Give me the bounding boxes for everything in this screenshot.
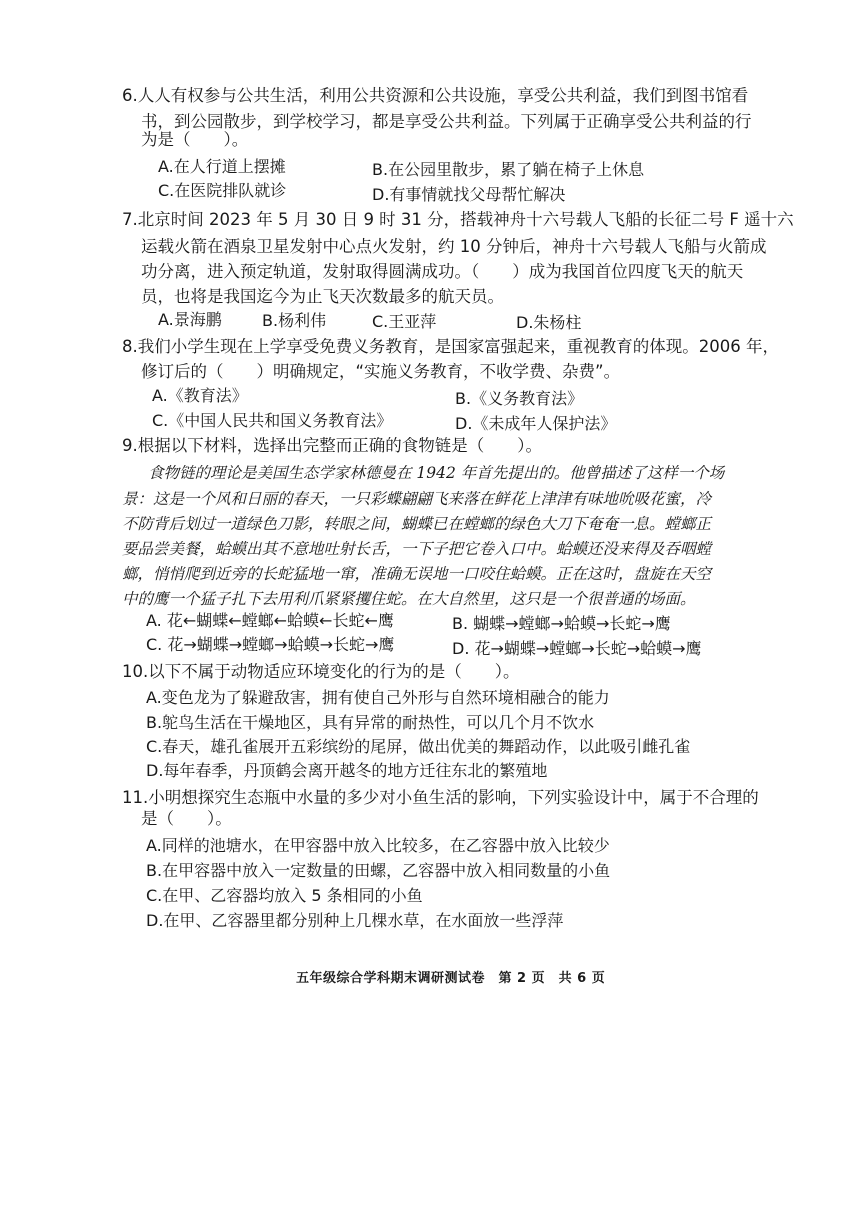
q8-line-1: 8.我们小学生现在上学享受免费义务教育，是国家富强起来，重视教育的体现。2006 年， [122, 337, 779, 356]
q7-line-1: 7.北京时间 2023 年 5 月 30 日 9 时 31 分，搭载神舟十六号载人飞船的长征二号 F 遥十六 [122, 210, 794, 229]
q7-line-2: 运载火箭在酒泉卫星发射中心点火发射，约 10 分钟后，神舟十六号载人飞船与火箭成 [141, 237, 767, 256]
q9-option-d: D. 花→蝴蝶→螳螂→长蛇→蛤蟆→鹰 [452, 639, 702, 658]
q9-story-line-2: 景：这是一个风和日丽的春天，一只彩蝶翩翩飞来落在鲜花上津津有味地吮吸花蜜，冷 [122, 490, 712, 508]
q9-story-line-3: 不防背后划过一道绿色刀影，转眼之间，蝴蝶已在螳螂的绿色大刀下奄奄一息。螳螂正 [122, 515, 712, 533]
q6-line-3: 为是（ ）。 [141, 130, 249, 149]
q7-line-4: 员，也将是我国迄今为止飞天次数最多的航天员。 [141, 287, 504, 306]
q11-option-a: A.同样的池塘水，在甲容器中放入比较多，在乙容器中放入比较少 [146, 836, 610, 855]
q9-story-line-4: 要品尝美餐，蛤蟆出其不意地吐射长舌，一下子把它卷入口中。蛤蟆还没来得及吞咽螳 [122, 540, 712, 558]
q9-story-line-6: 中的鹰一个猛子扎下去用利爪紧紧攫住蛇。在大自然里，这只是一个很普通的场面。 [122, 590, 696, 608]
page-footer: 五年级综合学科期末调研测试卷 第 2 页 共 6 页 [296, 971, 606, 986]
q8-option-a: A.《教育法》 [152, 386, 248, 405]
q7-option-b: B.杨利伟 [262, 311, 327, 330]
q8-option-b: B.《义务教育法》 [455, 389, 584, 408]
q11-line-2: 是（ ）。 [141, 809, 232, 828]
q10-option-d: D.每年春季，丹顶鹤会离开越冬的地方迁往东北的繁殖地 [146, 761, 548, 780]
q7-option-a: A.景海鹏 [158, 310, 222, 329]
q6-option-b: B.在公园里散步，累了躺在椅子上休息 [372, 160, 645, 179]
q6-line-2: 书，到公园散步，到学校学习，都是享受公共利益。下列属于正确享受公共利益的行 [141, 112, 752, 131]
q9-option-c: C. 花→蝴蝶→螳螂→蛤蟆→长蛇→鹰 [146, 635, 395, 654]
q6-option-d: D.有事情就找父母帮忙解决 [372, 185, 566, 204]
q11-option-d: D.在甲、乙容器里都分别种上几棵水草，在水面放一些浮萍 [146, 911, 564, 930]
q8-option-d: D.《未成年人保护法》 [455, 414, 617, 433]
q11-option-c: C.在甲、乙容器均放入 5 条相同的小鱼 [146, 886, 423, 905]
q9-story-line-1: 食物链的理论是美国生态学家林德曼在 1942 年首先提出的。他曾描述了这样一个场 [148, 464, 725, 482]
q6-line-1: 6.人人有权参与公共生活，利用公共资源和公共设施，享受公共利益，我们到图书馆看 [122, 86, 749, 105]
q8-line-2: 修订后的（ ）明确规定，“实施义务教育，不收学费、杂费”。 [141, 362, 621, 381]
q9-option-a: A. 花←蝴蝶←螳螂←蛤蟆←长蛇←鹰 [146, 611, 394, 630]
q10-line-1: 10.以下不属于动物适应环境变化的行为的是（ ）。 [122, 662, 520, 681]
q7-option-d: D.朱杨柱 [516, 313, 582, 332]
q8-option-c: C.《中国人民共和国义务教育法》 [152, 411, 393, 430]
q9-option-b: B. 蝴蝶→螳螂→蛤蟆→长蛇→鹰 [452, 614, 671, 633]
q7-line-3: 功分离，进入预定轨道，发射取得圆满成功。（ ）成为我国首位四度飞天的航天 [141, 262, 744, 281]
q10-option-a: A.变色龙为了躲避敌害，拥有使自己外形与自然环境相融合的能力 [146, 688, 610, 707]
q10-option-b: B.鸵鸟生活在干燥地区，具有异常的耐热性，可以几个月不饮水 [146, 713, 595, 732]
q11-line-1: 11.小明想探究生态瓶中水量的多少对小鱼生活的影响，下列实验设计中，属于不合理的 [122, 788, 759, 807]
q6-option-a: A.在人行道上摆摊 [158, 157, 286, 176]
q9-story-line-5: 螂，悄悄爬到近旁的长蛇猛地一窜，准确无误地一口咬住蛤蟆。正在这时，盘旋在天空 [122, 565, 712, 583]
q6-option-c: C.在医院排队就诊 [158, 181, 287, 200]
q9-line-1: 9.根据以下材料，选择出完整而正确的食物链是（ ）。 [122, 436, 542, 455]
q10-option-c: C.春天，雄孔雀展开五彩缤纷的尾屏，做出优美的舞蹈动作，以此吸引雌孔雀 [146, 737, 691, 756]
q7-option-c: C.王亚萍 [372, 312, 437, 331]
q11-option-b: B.在甲容器中放入一定数量的田螺，乙容器中放入相同数量的小鱼 [146, 861, 611, 880]
